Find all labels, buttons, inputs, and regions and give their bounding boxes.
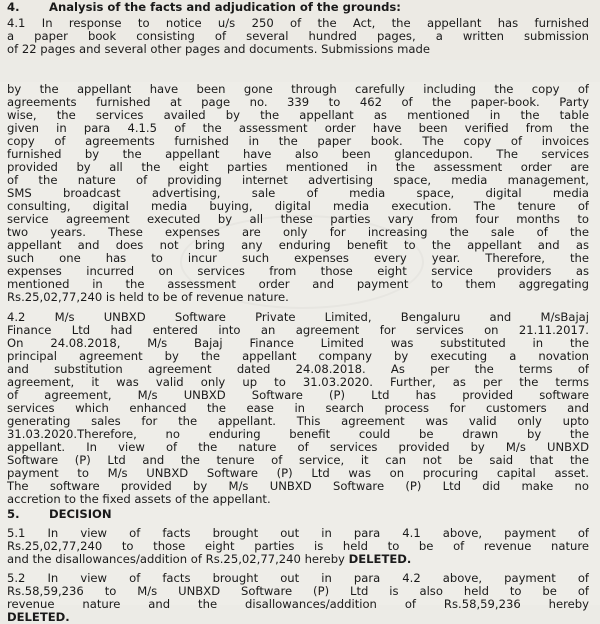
para-4-1-continued [7, 83, 589, 624]
section-5-title: DECISION [49, 508, 112, 521]
para-4-2-line: payment to M/s UNBXD Software (P) Ltd was on procuring capital asset. [7, 467, 589, 480]
para-4-1-line: of 22 pages and several other pages and documents. Submissions made [7, 43, 431, 56]
section-4-number: 4. [7, 1, 20, 14]
para-4-1-line: agreements furnished at page no. 339 to 462 of the paper-book. Party [7, 96, 589, 109]
para-5-1-line: 5.1 In view of facts brought out in para 4.1 above, payment of [7, 527, 589, 540]
para-5-2-line: revenue nature and the disallowances/addition of Rs.58,59,236 hereby [7, 598, 589, 611]
para-4-2-line: 4.2 M/s UNBXD Software Private Limited, Bengaluru and M/sBajaj [7, 311, 589, 324]
para-4-1-line: Rs.25,02,77,240 is held to be of revenue nature. [7, 291, 289, 304]
para-4-2-line: appellant. In view of the nature of services provided by M/s UNBXD [7, 441, 589, 454]
para-4-1-line: copy of agreements furnished in the paper book. The copy of invoices [7, 135, 589, 148]
para-4-2-line: of agreement, M/s UNBXD Software (P) Ltd has provided software [7, 389, 589, 402]
para-4-1-line: mentioned in the assessment order and payment to them aggregating [7, 278, 589, 291]
para-4-2-line: Finance Ltd had entered into an agreement for services on 21.11.2017. [7, 324, 589, 337]
para-5-2-line: 5.2 In view of facts brought out in para 4.2 above, payment of [7, 572, 589, 585]
para-4-2-line: principal agreement by the appellant company by executing a novation [7, 350, 589, 363]
para-4-1-line: SMS broadcast advertising, sale of media space, digital media [7, 187, 589, 200]
para-4-2-line: services which enhanced the ease in search process for customers and [7, 402, 589, 415]
para-4-1-line: provided by all the eight parties mentioned in the assessment order are [7, 161, 589, 174]
para-4-1-line: consulting, digital media buying, digital media execution. The tenure of [7, 200, 589, 213]
para-5-1-line: Rs.25,02,77,240 to those eight parties is held to be of revenue nature [7, 540, 589, 553]
para-4-1-line: 4.1 In response to notice u/s 250 of the Act, the appellant has furnished [7, 17, 589, 30]
para-5-1-last-text: and the disallowances/addition of Rs.25,02,77,240 hereby [7, 553, 349, 566]
para-4-1-line: given in para 4.1.5 of the assessment order have been verified from the [7, 122, 589, 135]
para-4-1-line: of the nature of providing internet advertising space, media management, [7, 174, 589, 187]
deleted-label: DELETED. [7, 611, 70, 624]
para-4-1-line: such one has to incur such expenses every year. Therefore, the [7, 252, 589, 265]
section-5-heading [7, 508, 589, 521]
section-4-title: Analysis of the facts and adjudication of the grounds: [49, 1, 401, 14]
para-4-2-line: Software (P) Ltd and the tenure of service, it can not be said that the [7, 454, 589, 467]
para-4-1-line: appellant and does not bring any enduring benefit to the appellant and as [7, 239, 589, 252]
section-4-heading [7, 1, 589, 14]
para-4-1-line: a paper book consisting of several hundred pages, a written submission [7, 30, 589, 43]
section-5-number: 5. [7, 508, 20, 521]
para-4-1-line: expenses incurred on services from those eight service providers as [7, 265, 589, 278]
para-4-2-line: agreement, it was valid only up to 31.03.2020. Further, as per the terms [7, 376, 589, 389]
para-4-1-line: by the appellant have been gone through carefully including the copy of [7, 83, 589, 96]
para-4-1-line: furnished by the appellant have also been glancedupon. The services [7, 148, 589, 161]
para-4-2-line: 31.03.2020.Therefore, no enduring benefit could be drawn by the [7, 428, 589, 441]
top-section [7, 1, 589, 56]
para-4-1-line: two years. These expenses are only for increasing the sale of the [7, 226, 589, 239]
para-5-1-last-line [7, 553, 589, 566]
para-4-1-line: service agreement executed by all these parties vary from four months to [7, 213, 589, 226]
para-4-2-line: and substitution agreement dated 24.08.2018. As per the terms of [7, 363, 589, 376]
para-5-2-last-line [7, 611, 589, 624]
para-4-2-line: generating sales for the appellant. This agreement was valid only upto [7, 415, 589, 428]
para-4-2-line: On 24.08.2018, M/s Bajaj Finance Limited was substituted in the [7, 337, 589, 350]
deleted-label: DELETED. [348, 553, 412, 566]
para-5-2-line: Rs.58,59,236 to M/s UNBXD Software (P) Ltd is also held to be of [7, 585, 589, 598]
para-4-2-line: accretion to the fixed assets of the appellant. [7, 493, 271, 506]
para-4-2-line: The software provided by M/s UNBXD Software (P) Ltd did make no [7, 480, 589, 493]
para-4-1-line: wise, the services availed by the appellant as mentioned in the table [7, 109, 589, 122]
